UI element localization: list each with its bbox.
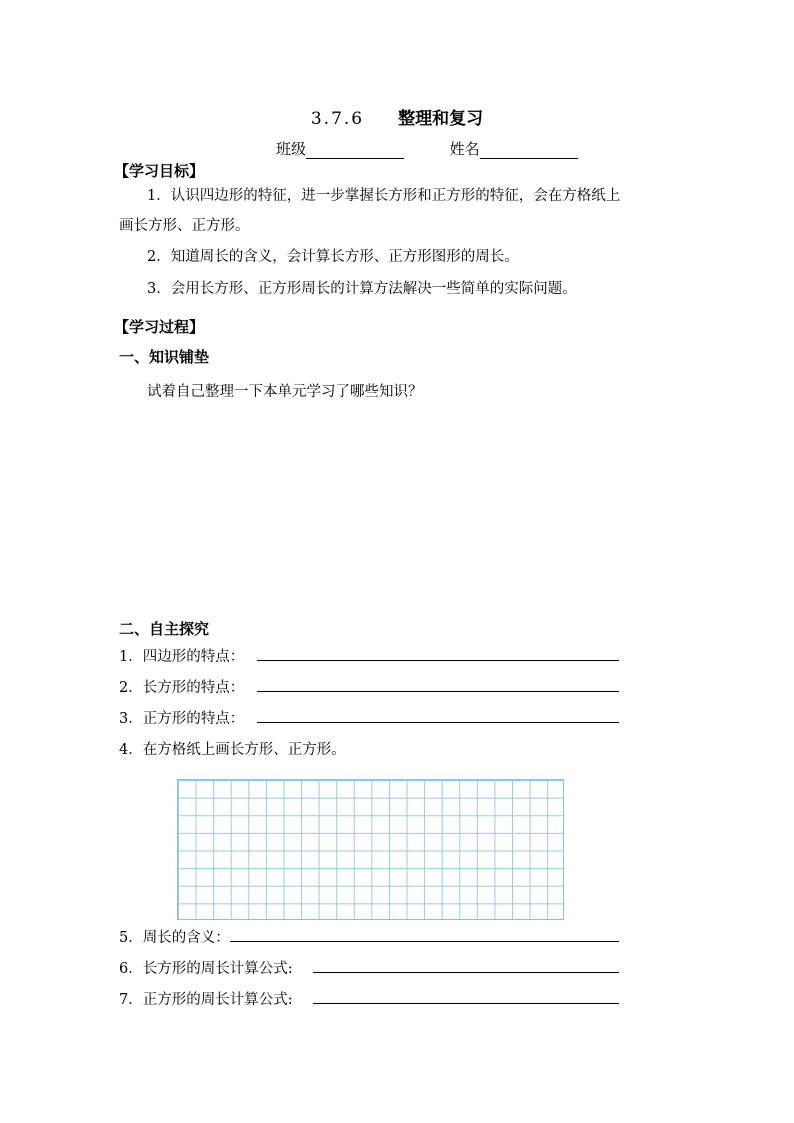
question-4-label: 4．在方格纸上画长方形、正方形。 (119, 742, 346, 758)
process-heading: 【学习过程】 (114, 318, 205, 336)
question-6-answer-line[interactable] (313, 972, 619, 973)
question-7-answer-line[interactable] (313, 1003, 619, 1004)
question-6-label: 6．长方形的周长计算公式: (119, 961, 293, 977)
page-title (0, 104, 794, 129)
class-label: 班级 (276, 140, 307, 158)
goal-item-3: 3．会用长方形、正方形周长的计算方法解决一些简单的实际问题。 (147, 281, 577, 297)
grid-paper[interactable] (177, 779, 564, 920)
name-field[interactable] (480, 140, 578, 159)
question-3-label: 3．正方形的特点： (119, 711, 245, 727)
question-5-answer-line[interactable] (230, 941, 619, 942)
goal-item-1-line-1: 1．认识四边形的特征，进一步掌握长方形和正方形的特征，会在方格纸上 (147, 188, 621, 204)
question-2-label: 2．长方形的特点： (119, 680, 245, 696)
question-1-answer-line[interactable] (257, 660, 619, 661)
question-3-answer-line[interactable] (257, 722, 619, 723)
question-5-label: 5．周长的含义： (119, 930, 230, 946)
class-field[interactable] (306, 140, 404, 159)
section-1-prompt: 试着自己整理一下本单元学习了哪些知识？ (147, 384, 423, 400)
section-1-title: 一、知识铺垫 (119, 348, 210, 366)
question-2-answer-line[interactable] (257, 691, 619, 692)
question-7-label: 7．正方形的周长计算公式: (119, 992, 293, 1008)
class-name-line (276, 138, 578, 159)
question-1-label: 1．四边形的特点： (119, 649, 245, 665)
name-label: 姓名 (449, 140, 480, 158)
section-2-title: 二、自主探究 (119, 620, 210, 638)
goals-heading: 【学习目标】 (114, 162, 205, 180)
lesson-title: 整理和复习 (398, 109, 484, 129)
goal-item-1-line-2: 画长方形、正方形。 (119, 218, 250, 234)
goal-item-2: 2．知道周长的含义，会计算长方形、正方形图形的周长。 (147, 249, 519, 265)
lesson-number: 3.7.6 (310, 109, 365, 129)
